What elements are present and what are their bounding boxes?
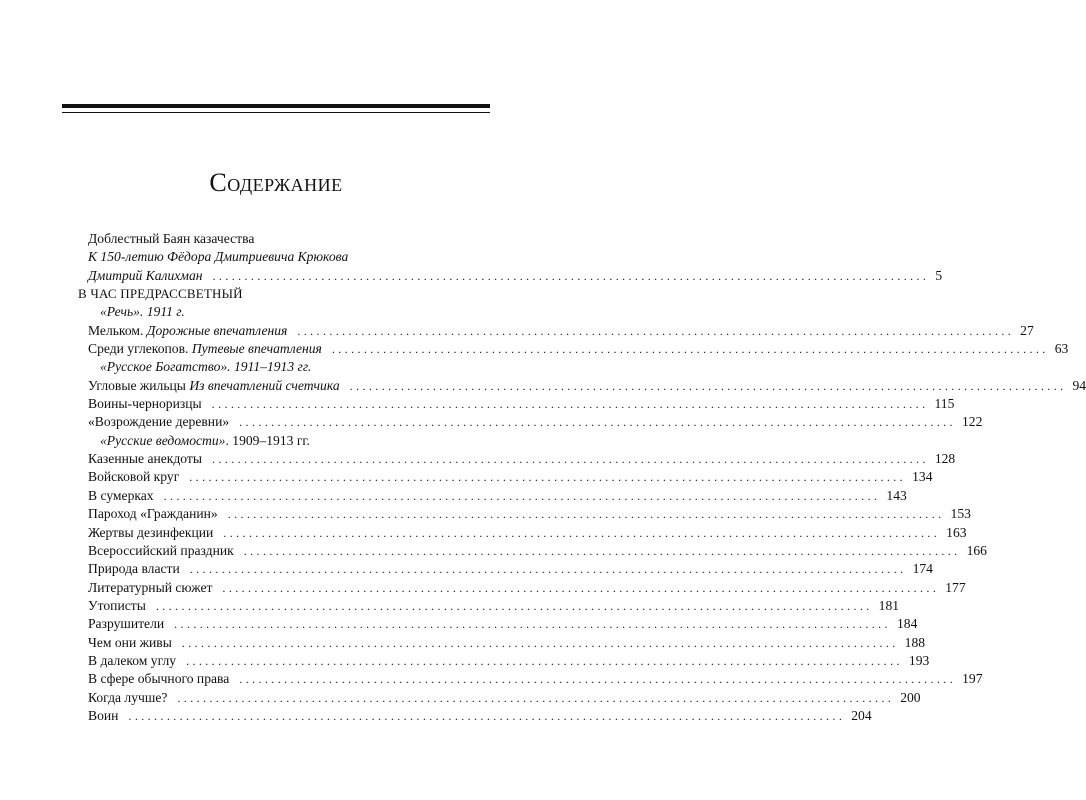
toc-entry-intro-author[interactable] [78, 267, 943, 285]
source-heading-russkie-vedomosti: «Русские ведомости». 1909–1913 гг. [100, 432, 310, 448]
entry-title: Чем они живы [88, 634, 172, 650]
toc-entry[interactable] [78, 560, 933, 578]
entry-title: Всероссийский праздник [88, 542, 234, 558]
leader-dots: ................................................................................................................ [177, 690, 895, 705]
entry-page-number: 177 [945, 579, 966, 595]
toc-entry-list [78, 450, 987, 725]
section-title: В ЧАС ПРЕДРАССВЕТНЫЙ [78, 286, 243, 302]
entry-title: Мельком. Дорожные впечатления [88, 322, 288, 338]
leader-dots: ................................................................................................................ [189, 562, 907, 577]
entry-page-number: 143 [886, 487, 907, 503]
entry-page-number: 122 [961, 414, 983, 430]
entry-page-number: 5 [935, 267, 943, 283]
entry-title: В сумерках [88, 487, 154, 503]
leader-dots: ................................................................................................................ [181, 635, 899, 650]
toc-entry[interactable] [78, 707, 872, 725]
toc-entry[interactable] [78, 524, 967, 542]
entry-title: Дмитрий Калихман [88, 267, 203, 283]
entry-page-number: 174 [912, 561, 933, 577]
entry-title: В сфере обычного права [88, 671, 230, 687]
toc-entry-sredi-uglekopov[interactable] [78, 340, 1069, 358]
leader-dots: ................................................................................................................ [212, 452, 929, 467]
leader-dots: ................................................................................................................ [174, 617, 891, 632]
entry-page-number: 128 [934, 451, 956, 467]
entry-page-number: 134 [912, 469, 933, 485]
toc-entry[interactable] [78, 450, 956, 468]
toc-entry-uglovye-zhiltsy[interactable] [78, 377, 1086, 395]
toc-entry[interactable] [78, 468, 933, 486]
entry-title: Литературный сюжет [88, 579, 213, 595]
entry-title: «Возрождение деревни» [88, 414, 230, 430]
entry-title: Воин [88, 707, 119, 723]
leader-dots: ................................................................................................................ [239, 672, 957, 687]
leader-dots: ................................................................................................................ [128, 708, 846, 723]
entry-page-number: 193 [908, 652, 930, 668]
toc-entry[interactable] [78, 542, 987, 560]
leader-dots: ................................................................................................................ [189, 470, 907, 485]
entry-title: Воины-черноризцы [88, 396, 202, 412]
toc-entry[interactable] [78, 670, 983, 688]
entry-title: Войсковой круг [88, 469, 180, 485]
leader-dots: ................................................................................................................ [163, 488, 881, 503]
entry-page-number: 200 [900, 689, 921, 705]
leader-dots: ................................................................................................................ [227, 507, 945, 522]
toc-entry-voiny-chernorizcy[interactable] [78, 395, 955, 413]
intro-subtitle: К 150-летию Фёдора Дмитриевича Крюкова [88, 249, 349, 265]
entry-title: Угловые жильцы Из впечатлений счетчика [88, 377, 340, 393]
header-rule-thin [62, 112, 490, 113]
leader-dots: ................................................................................................................ [155, 598, 873, 613]
leader-dots: ................................................................................................................ [211, 397, 929, 412]
leader-dots: ................................................................................................................ [297, 323, 1015, 338]
leader-dots: ................................................................................................................ [331, 342, 1049, 357]
entry-title: Природа власти [88, 561, 180, 577]
toc-entry[interactable] [78, 652, 930, 670]
entry-title: Разрушители [88, 616, 165, 632]
entry-page-number: 184 [896, 616, 918, 632]
entry-title: В далеком углу [88, 652, 177, 668]
toc-entry-vozrozhdenie-derevni[interactable] [78, 413, 983, 431]
entry-title: Утописты [88, 597, 146, 613]
entry-title: Среди углекопов. Путевые впечатления [88, 341, 322, 357]
entry-page-number: 94 [1072, 377, 1086, 393]
entry-title: Жертвы дезинфекции [88, 524, 214, 540]
toc-entry[interactable] [78, 579, 966, 597]
toc-entry[interactable] [78, 689, 921, 707]
leader-dots: ................................................................................................................ [223, 525, 941, 540]
toc-entry[interactable] [78, 505, 971, 523]
entry-page-number: 115 [934, 396, 955, 412]
entry-page-number: 204 [851, 707, 872, 723]
entry-page-number: 63 [1054, 341, 1069, 357]
page-title: Содержание [209, 168, 343, 197]
entry-title: Казенные анекдоты [88, 451, 202, 467]
toc-entry[interactable] [78, 634, 926, 652]
leader-dots: ................................................................................................................ [222, 580, 940, 595]
entry-page-number: 197 [962, 671, 983, 687]
toc-entry[interactable] [78, 597, 900, 615]
entry-page-number: 163 [946, 524, 967, 540]
toc-entry[interactable] [78, 487, 907, 505]
header-rule-thick [62, 104, 490, 108]
entry-title: Пароход «Гражданин» [88, 506, 218, 522]
entry-page-number: 27 [1020, 322, 1034, 338]
intro-title: Доблестный Баян казачества [88, 231, 255, 246]
toc-entry[interactable] [78, 615, 918, 633]
source-heading-russkoe-bogatstvo: «Русское Богатство». 1911–1913 гг. [100, 359, 312, 375]
leader-dots: ................................................................................................................ [239, 415, 956, 430]
entry-page-number: 188 [904, 634, 926, 650]
leader-dots: ................................................................................................................ [212, 268, 930, 283]
source-heading-rech: «Речь». 1911 г. [100, 304, 185, 320]
leader-dots: ................................................................................................................ [349, 378, 1067, 393]
entry-page-number: 181 [878, 597, 900, 613]
entry-page-number: 153 [950, 506, 971, 522]
leader-dots: ................................................................................................................ [186, 653, 903, 668]
leader-dots: ................................................................................................................ [243, 543, 961, 558]
toc-entry-melkom[interactable] [78, 322, 1034, 340]
table-of-contents [78, 230, 1086, 725]
entry-page-number: 166 [966, 542, 987, 558]
entry-title: Когда лучше? [88, 689, 168, 705]
